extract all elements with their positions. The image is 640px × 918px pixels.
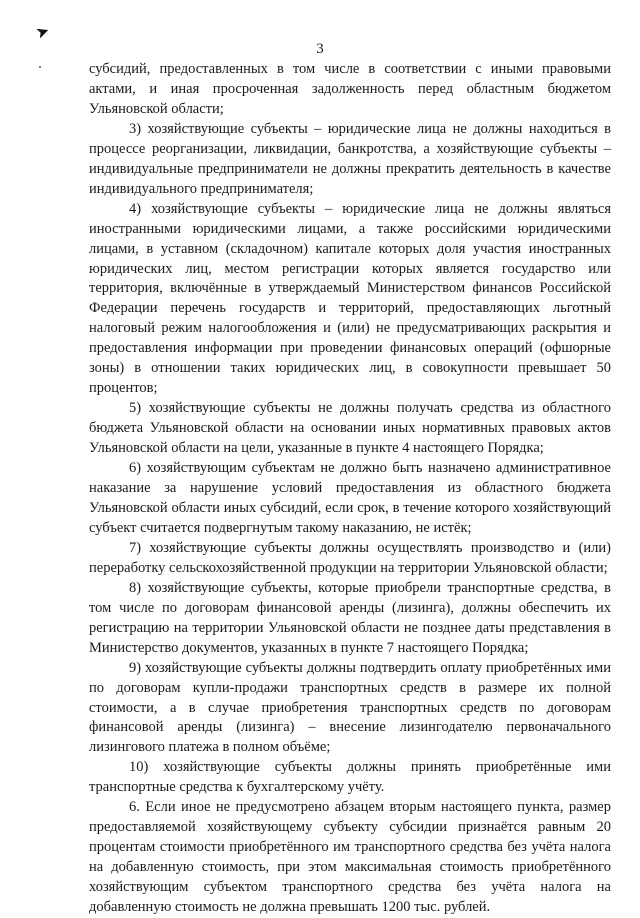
paragraph-item-7: 7) хозяйствующие субъекты должны осуществлять производство и (или) переработку сельскохозяйственной продукции на территории Ульяновской области; bbox=[89, 539, 611, 576]
paragraph-item-6: 6) хозяйствующим субъектам не должно быть назначено административное наказание за нарушение условий предоставления из областного бюджета Ульяновской области иных субсидий, если срок, в течение которого хозяйствующий субъект считается подвергнутым такому наказанию, не истёк; bbox=[89, 460, 611, 536]
document-body bbox=[89, 60, 611, 918]
margin-mark: ➤ bbox=[33, 22, 53, 43]
scan-speck bbox=[39, 66, 41, 68]
paragraph-item-10: 10) хозяйствующие субъекты должны принять приобретённые ими транспортные средства к бухгалтерскому учёту. bbox=[89, 759, 611, 796]
paragraph-continuation: субсидий, предоставленных в том числе в соответствии с иными правовыми актами, и иная просроченная задолженность перед областным бюджетом Ульяновской области; bbox=[89, 61, 611, 117]
page-number: 3 bbox=[316, 41, 324, 57]
paragraph-item-4: 4) хозяйствующие субъекты – юридические лица не должны являться иностранными юридическими лицами, а также российскими юридическими лицами, в уставном (складочном) капитале которых доля участия иностранных юридических лиц, местом регистрации которых является государство или территория, включённые в утверждаемый Министерством финансов Российской Федерации перечень государств и территорий, предоставляющих льготный налоговый режим налогообложения и (или) не предусматривающих раскрытия и предоставления информации при проведении финансовых операций (офшорные зоны) в отношении таких юридических лиц, в совокупности превышает 50 процентов; bbox=[89, 200, 611, 397]
paragraph-section-6: 6. Если иное не предусмотрено абзацем вторым настоящего пункта, размер предоставляемой хозяйствующему субъекту субсидии признаётся равным 20 процентам стоимости приобретённого им транспортного средства без учёта налога на добавленную стоимость, при этом максимальная стоимость приобретённого хозяйствующим субъектом транспортного средства без учёта налога на добавленную стоимость не должна превышать 1200 тыс. рублей. bbox=[89, 799, 611, 916]
paragraph-item-9: 9) хозяйствующие субъекты должны подтвердить оплату приобретённых ими по договорам купли-продажи транспортных средств в размере их полной стоимости, а в случае приобретения транспортных средств по договорам финансовой аренды (лизинга) – внесение лизингодателю первоначального лизингового платежа в полном объёме; bbox=[89, 659, 611, 756]
paragraph-item-5: 5) хозяйствующие субъекты не должны получать средства из областного бюджета Ульяновской области на основании иных нормативных правовых актов Ульяновской области на цели, указанные в пункте 4 настоящего Порядка; bbox=[89, 400, 611, 457]
paragraph-item-8: 8) хозяйствующие субъекты, которые приобрели транспортные средства, в том числе по договорам финансовой аренды (лизинга), должны обеспечить их регистрацию на территории Ульяновской области не позднее даты представления в Министерство документов, указанных в пункте 7 настоящего Порядка; bbox=[89, 579, 611, 656]
paragraph-item-3: 3) хозяйствующие субъекты – юридические лица не должны находиться в процессе реорганизации, ликвидации, банкротства, а хозяйствующие субъекты – индивидуальные предприниматели не должны прекратить деятельность в качестве индивидуального предпринимателя; bbox=[89, 120, 611, 197]
